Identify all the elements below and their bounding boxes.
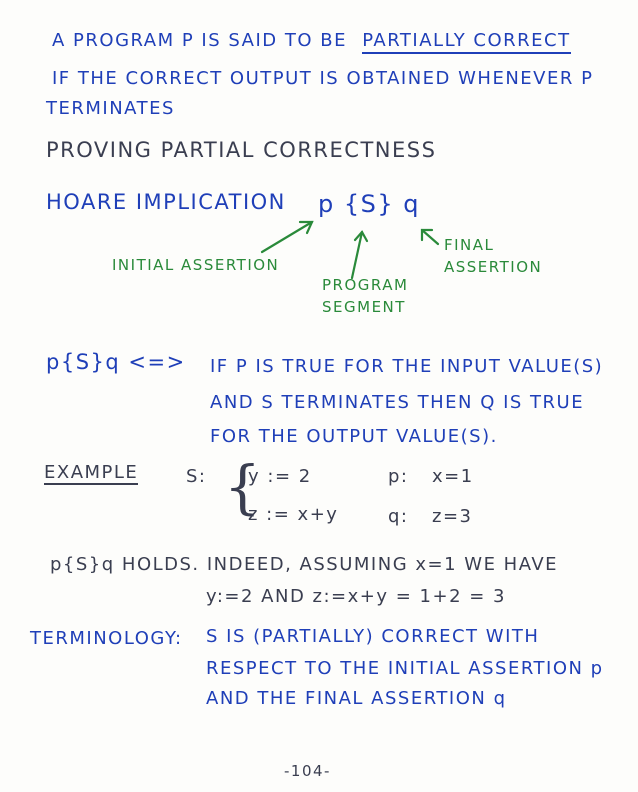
- terminology-line2: RESPECT TO THE INITIAL ASSERTION p: [206, 658, 604, 679]
- assertion-label: ASSERTION: [444, 258, 543, 276]
- example-label: EXAMPLE: [44, 462, 139, 483]
- equivalence-line3: FOR THE OUTPUT VALUE(S).: [210, 426, 498, 447]
- terminology-line1: S IS (PARTIALLY) CORRECT WITH: [206, 626, 540, 647]
- equivalence-lhs: p{S}q <=>: [46, 350, 186, 374]
- section-heading: PROVING PARTIAL CORRECTNESS: [46, 138, 437, 162]
- p-value: x=1: [432, 466, 474, 487]
- definition-line2: IF THE CORRECT OUTPUT IS OBTAINED WHENEVER P: [52, 68, 594, 89]
- definition-line3: TERMINATES: [46, 98, 175, 119]
- program-label: PROGRAM: [322, 276, 409, 294]
- hoare-label: HOARE IMPLICATION: [46, 190, 286, 214]
- hoare-formula: p {S} q: [318, 190, 420, 218]
- q-value: z=3: [432, 506, 473, 527]
- initial-assertion-label: INITIAL ASSERTION: [112, 256, 280, 274]
- equivalence-line2: AND S TERMINATES THEN Q IS TRUE: [210, 392, 585, 413]
- partially-correct-term: PARTIALLY CORRECT: [362, 30, 570, 54]
- final-label: FINAL: [444, 236, 495, 254]
- segment-label: SEGMENT: [322, 298, 406, 316]
- page-number: -104-: [284, 762, 331, 780]
- terminology-line3: AND THE FINAL ASSERTION q: [206, 688, 507, 709]
- definition-prefix: A PROGRAM P IS SAID TO BE: [52, 30, 347, 51]
- q-label: q:: [388, 506, 409, 527]
- statement-brace: {: [224, 453, 261, 521]
- final-arrow: [422, 230, 438, 244]
- initial-arrow: [262, 222, 312, 252]
- statement-1: y := 2: [248, 466, 312, 487]
- p-label: p:: [388, 466, 409, 487]
- statement-2: z := x+y: [248, 504, 339, 525]
- equivalence-line1: IF P IS TRUE FOR THE INPUT VALUE(S): [210, 356, 604, 377]
- s-label: S:: [186, 466, 207, 487]
- terminology-label: TERMINOLOGY:: [30, 628, 183, 649]
- holds-line1: p{S}q HOLDS. INDEED, ASSUMING x=1 WE HAVE: [50, 554, 559, 575]
- holds-line2: y:=2 AND z:=x+y = 1+2 = 3: [206, 586, 506, 607]
